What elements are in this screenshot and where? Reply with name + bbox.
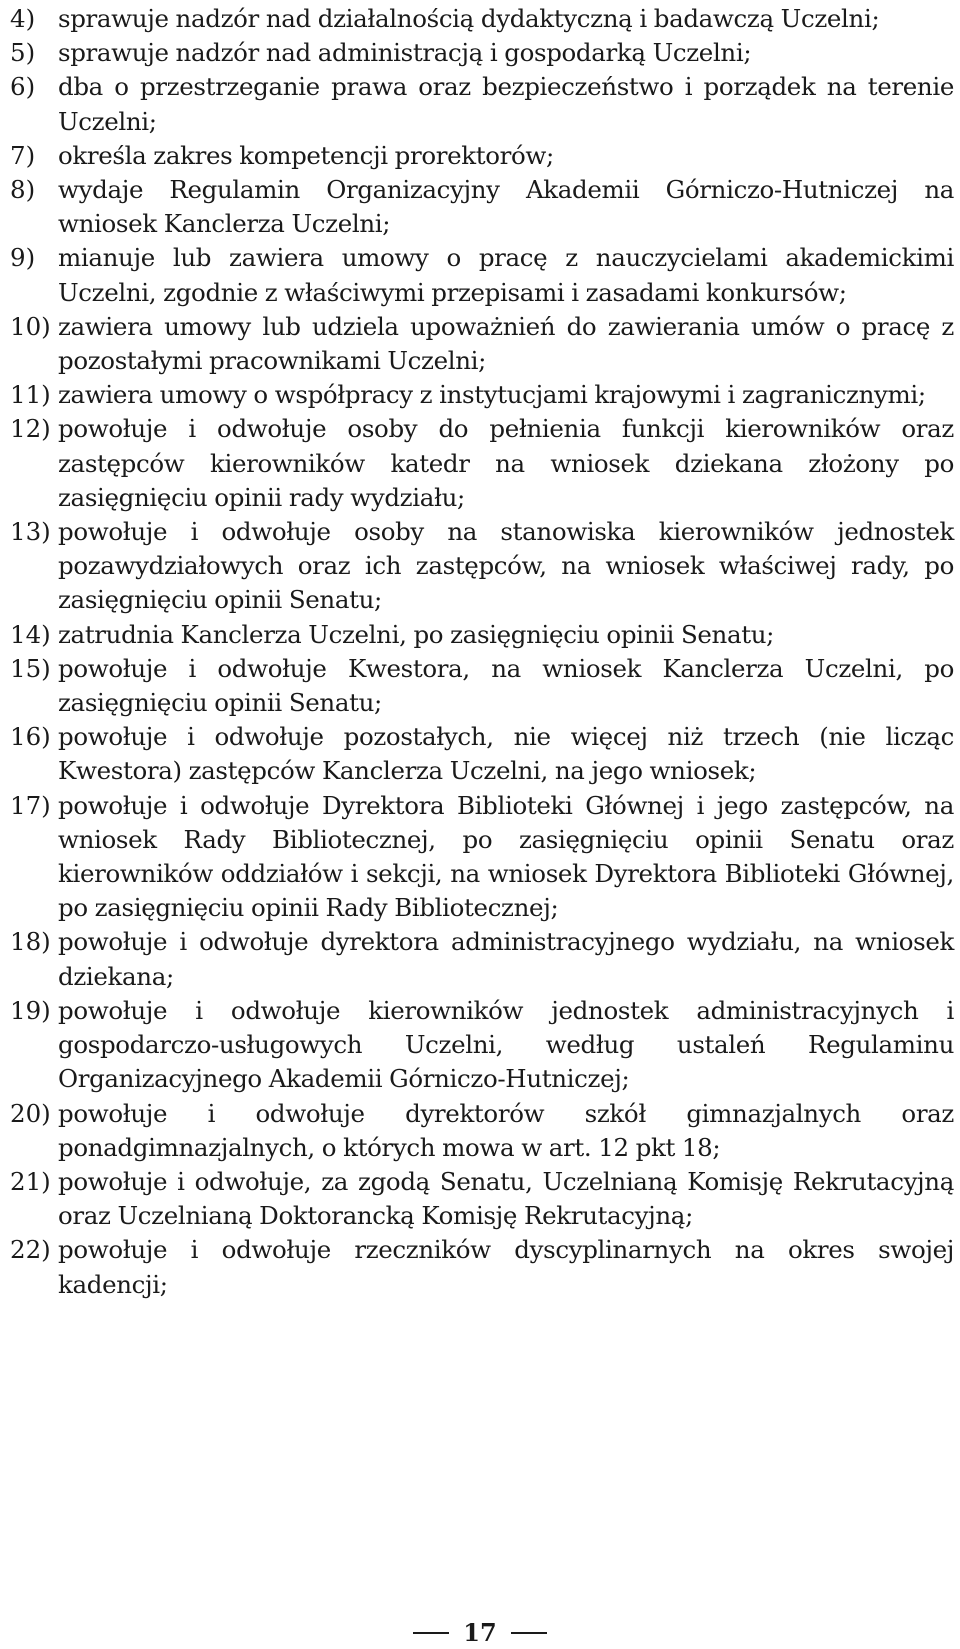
list-item <box>0 720 960 788</box>
item-text: powołuje i odwołuje osoby na stanowiska kierowników jednostek pozawydziałowych oraz ich zastępców, na wniosek właściwej rady, po zasięgnięciu opinii Senatu; <box>58 517 954 615</box>
item-number: 16) <box>10 722 51 752</box>
list-item <box>0 2 960 36</box>
item-text: powołuje i odwołuje pozostałych, nie więcej niż trzech (nie licząc Kwestora) zastępców Kanclerza Uczelni, na jego wniosek; <box>58 722 954 786</box>
item-text: powołuje i odwołuje dyrektora administracyjnego wydziału, na wniosek dziekana; <box>58 927 954 991</box>
item-number: 10) <box>10 311 51 341</box>
footer-dash-right <box>511 1632 547 1634</box>
list-item <box>0 412 960 515</box>
item-text: powołuje i odwołuje osoby do pełnienia funkcji kierowników oraz zastępców kierowników katedr na wniosek dziekana złożony po zasięgnięciu opinii rady wydziału; <box>58 414 954 512</box>
item-number: 20) <box>10 1098 51 1128</box>
item-text: powołuje i odwołuje dyrektorów szkół gimnazjalnych oraz ponadgimnazjalnych, o których mowa w art. 12 pkt 18; <box>58 1098 954 1162</box>
item-number: 14) <box>10 619 51 649</box>
list-item <box>0 618 960 652</box>
item-text: powołuje i odwołuje, za zgodą Senatu, Uczelnianą Komisję Rekrutacyjną oraz Uczelnianą Doktorancką Komisję Rekrutacyjną; <box>58 1166 954 1231</box>
item-number: 17) <box>10 790 51 820</box>
list-item <box>0 310 960 378</box>
item-number: 7) <box>10 140 36 170</box>
list-item <box>0 1097 960 1165</box>
item-text: powołuje i odwołuje Dyrektora Biblioteki Głównej i jego zastępców, na wniosek Rady Bibliotecznej, po zasięgnięciu opinii Senatu oraz kierowników oddziałów i sekcji, na wniosek Dyrektora Biblioteki Głównej, po zasięgnięciu opinii Rady Bibliotecznej; <box>58 790 954 923</box>
page-footer <box>0 1618 960 1647</box>
list-item <box>0 1233 960 1301</box>
item-text: mianuje lub zawiera umowy o pracę z nauczycielami akademickimi Uczelni, zgodnie z właściwymi przepisami i zasadami konkursów; <box>58 243 954 307</box>
list-item <box>0 173 960 241</box>
document-page <box>0 2 960 1302</box>
item-number: 19) <box>10 995 51 1025</box>
page-number: 17 <box>463 1618 497 1647</box>
list-item <box>0 994 960 1097</box>
item-text: zawiera umowy o współpracy z instytucjami krajowymi i zagranicznymi; <box>58 380 926 410</box>
item-number: 4) <box>10 4 36 33</box>
item-number: 13) <box>10 517 51 547</box>
list-item <box>0 241 960 309</box>
footer-dash-left <box>413 1632 449 1634</box>
list-item <box>0 515 960 618</box>
list-item <box>0 652 960 720</box>
item-number: 15) <box>10 653 51 683</box>
item-number: 8) <box>10 175 36 205</box>
item-number: 21) <box>10 1166 51 1196</box>
item-text: zatrudnia Kanclerza Uczelni, po zasięgnięciu opinii Senatu; <box>58 619 775 649</box>
item-text: sprawuje nadzór nad działalnością dydaktyczną i badawczą Uczelni; <box>58 4 880 33</box>
item-text: wydaje Regulamin Organizacyjny Akademii Górniczo-Hutniczej na wniosek Kanclerza Uczelni; <box>58 175 954 239</box>
item-text: powołuje i odwołuje rzeczników dyscyplinarnych na okres swojej kadencji; <box>58 1235 954 1299</box>
item-number: 6) <box>10 72 36 102</box>
item-text: powołuje i odwołuje Kwestora, na wniosek Kanclerza Uczelni, po zasięgnięciu opinii Senatu; <box>58 653 954 718</box>
item-number: 12) <box>10 414 51 444</box>
item-text: zawiera umowy lub udziela upoważnień do zawierania umów o pracę z pozostałymi pracownikami Uczelni; <box>58 311 954 376</box>
item-text: dba o przestrzeganie prawa oraz bezpieczeństwo i porządek na terenie Uczelni; <box>58 72 954 136</box>
list-item <box>0 378 960 412</box>
list-item <box>0 925 960 993</box>
item-number: 11) <box>10 380 51 410</box>
item-number: 18) <box>10 927 51 957</box>
list-item <box>0 70 960 138</box>
item-number: 22) <box>10 1235 51 1265</box>
item-text: określa zakres kompetencji prorektorów; <box>58 140 554 170</box>
list-item <box>0 139 960 173</box>
item-text: powołuje i odwołuje kierowników jednostek administracyjnych i gospodarczo-usługowych Uczelni, według ustaleń Regulaminu Organizacyjnego Akademii Górniczo-Hutniczej; <box>58 995 954 1094</box>
item-text: sprawuje nadzór nad administracją i gospodarką Uczelni; <box>58 38 752 68</box>
list-item <box>0 789 960 926</box>
item-number: 5) <box>10 38 36 68</box>
list-item <box>0 36 960 70</box>
list-item <box>0 1165 960 1233</box>
item-number: 9) <box>10 243 36 273</box>
